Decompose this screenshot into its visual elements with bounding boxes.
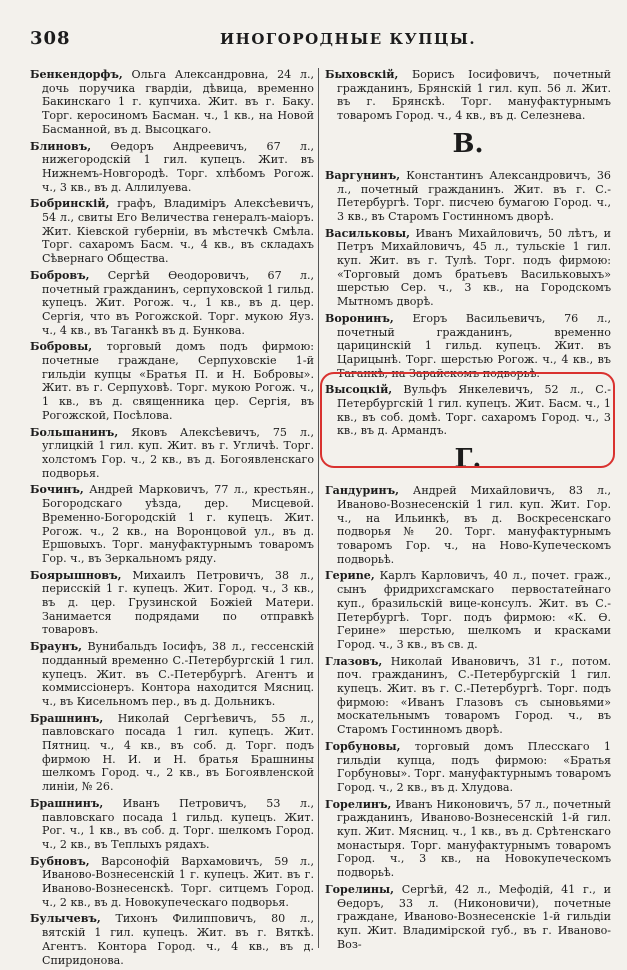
entry-name: Блиновъ, xyxy=(30,139,92,153)
entry-text: Константинъ Александровичъ, 36 л., почетный гражданинъ. Жит. въ г. С.-Петербургѣ. Торг. писчею бумагою Город. ч., 3 кв., въ Старомъ Гостинномъ дворѣ. xyxy=(337,168,611,223)
directory-entry xyxy=(325,798,611,880)
entry-name: Бубновъ, xyxy=(30,854,90,868)
directory-entry xyxy=(325,68,611,123)
directory-entry xyxy=(325,169,611,224)
entry-name: Бобровы, xyxy=(30,340,93,354)
directory-entry xyxy=(30,68,314,137)
entry-text: Варсонофій Вархамовичъ, 59 л., Иваново-Вознесенскій 1 г. купецъ. Жит. въ г. Иваново-Вознесенскѣ. Торг. ситцемъ Город. ч., 2 кв., въ д. Новокупеческаго подворья. xyxy=(42,854,314,909)
column-divider xyxy=(318,68,319,948)
entry-name: Браунъ, xyxy=(30,640,83,654)
entry-name: Брашнинъ, xyxy=(30,711,104,725)
entry-text: торговый домъ подъ фирмою: почетные граждане, Серпуховскіе 1-й гильдіи купцы «Братья П. и Н. Бобровы». Жит. въ г. Серпуховѣ. Торг. мукою Рогож. ч., 1 кв., въ д. священника цер. Сергія, въ Рогожской, Посѣлова. xyxy=(42,340,314,422)
entry-name: Большанинъ, xyxy=(30,425,119,439)
directory-entry xyxy=(30,197,314,266)
entry-text: Яковъ Алексѣевичъ, 75 л., углицкій 1 гил. куп. Жит. въ г. Угличѣ. Торг. холстомъ Гор. ч., 2 кв., въ д. Богоявленскаго подворья. xyxy=(42,425,314,480)
entry-text: Ѳедоръ Андреевичъ, 67 л., нижегородскій 1 гил. купецъ. Жит. въ Нижнемъ-Новгородѣ. Торг. хлѣбомъ Рогож. ч., 3 кв., въ д. Аллилуева. xyxy=(42,139,314,194)
entry-name: Варгунинъ, xyxy=(325,168,401,182)
entry-name: Воронинъ, xyxy=(325,311,394,325)
entry-name: Боярышновъ, xyxy=(30,568,122,582)
section-letter-g: Г. xyxy=(454,444,482,475)
entry-name: Булычевъ, xyxy=(30,912,101,926)
entry-name: Бочинъ, xyxy=(30,483,84,497)
directory-entry xyxy=(30,569,314,638)
directory-entry xyxy=(30,712,314,794)
left-column xyxy=(30,68,314,970)
directory-entry xyxy=(30,340,314,422)
page-number: 308 xyxy=(30,28,71,49)
entry-text: Вульфъ Янкелевичъ, 52 л., С.-Петербургскій 1 гил. купецъ. Жит. Басм. ч., 1 кв., въ соб. домѣ. Торг. сахаромъ Город. ч., 3 кв., въ д. Армандъ. xyxy=(337,383,611,438)
directory-entry xyxy=(30,269,314,338)
directory-entry xyxy=(30,855,314,910)
section-letter-v: В. xyxy=(452,128,484,159)
entry-text: Николай Сергѣевичъ, 55 л., павловскаго посада 1 гил. купецъ. Жит. Пятниц. ч., 4 кв., въ соб. д. Торг. подъ фирмою Н. И. и Н. братья Брашнины шелкомъ Город. ч., 2 кв., въ Богоявленской линіи, № 26. xyxy=(42,711,314,794)
directory-entry xyxy=(30,426,314,481)
entry-name: Быховскій, xyxy=(325,68,399,81)
directory-entry xyxy=(325,883,611,952)
entry-text: Егоръ Васильевичъ, 76 л., почетный гражданинъ, временно царицинскій 1 гильд. купецъ. Жит. въ Царицынѣ. Торг. шерстью Рогож. ч., 4 кв., въ Таганкѣ, на Зарайскомъ подворьѣ. xyxy=(337,311,611,380)
directory-entry xyxy=(30,640,314,709)
entry-text: Иванъ Михайловичъ, 50 лѣтъ, и Петръ Михайловичъ, 45 л., тульскіе 1 гил. куп. Жит. въ г. Тулѣ. Торг. подъ фирмою: «Торговый домъ братьевъ Васильковыхъ» шерстью Сер. ч., 3 кв., на Городскомъ Мытномъ дворѣ. xyxy=(337,226,611,309)
directory-entry xyxy=(325,312,611,381)
entry-name: Горбуновы, xyxy=(325,739,401,753)
directory-entry xyxy=(30,140,314,195)
entry-name: Бенкендорфъ, xyxy=(30,68,123,81)
directory-entry xyxy=(325,227,611,309)
entry-name: Высоцкій, xyxy=(325,383,393,397)
entry-text: Иванъ Никоновичъ, 57 л., почетный гражданинъ, Иваново-Вознесенскій 1-й гил. куп. Жит. Мясниц. ч., 1 кв., въ д. Срѣтенскаго монастыря. Торг. мануфактурнымъ товаромъ Город. ч., 3 кв., на Новокупеческомъ подворьѣ. xyxy=(337,797,611,880)
entry-text: Андрей Михайловичъ, 83 л., Иваново-Вознесенскій 1 гил. куп. Жит. Гор. ч., на Ильинкѣ, въ д. Воскресенскаго подворья № 20. Торг. мануфактурнымъ товаромъ Гор. ч., на Ново-Купеческомъ подворьѣ. xyxy=(337,484,611,566)
entry-name: Брашнинъ, xyxy=(30,796,104,810)
directory-entry xyxy=(325,569,611,651)
entry-name: Бобровъ, xyxy=(30,268,90,282)
directory-entry xyxy=(325,740,611,795)
directory-entry xyxy=(30,483,314,565)
running-title: ИНОГОРОДНЫЕ КУПЦЫ. xyxy=(220,30,477,48)
entry-text: Ольга Александровна, 24 л., дочь поручика гвардіи, дѣвица, временно Бакинскаго 1 г. купчиха. Жит. въ г. Баку. Торг. керосиномъ Басман. ч., 1 кв., на Новой Басманной, въ д. Высоцкаго. xyxy=(42,68,314,136)
directory-entry xyxy=(30,797,314,852)
directory-entry xyxy=(325,655,611,737)
entry-text: Тихонъ Филипповичъ, 80 л., вятскій 1 гил. купецъ. Жит. въ г. Вяткѣ. Агентъ. Контора Город. ч., 4 кв., въ д. Спиридонова. xyxy=(42,912,314,967)
entry-text: Андрей Марковичъ, 77 л., крестьян., Богородскаго уѣзда, дер. Мисцевой. Временно-Богородскій 1 г. купецъ. Жит. Рогож. ч., 2 кв., на Воронцовой ул., въ д. Ершовыхъ. Торг. мануфактурнымъ товаромъ Гор. ч., въ Зеркальномъ ряду. xyxy=(42,483,314,565)
entry-name: Бобринскій, xyxy=(30,197,110,211)
page-header xyxy=(0,26,627,52)
entry-text: Иванъ Петровичъ, 53 л., павловскаго посада 1 гильд. купецъ. Жит. Рог. ч., 1 кв., въ соб. д. Торг. шелкомъ Город. ч., 2 кв., въ Теплыхъ рядахъ. xyxy=(42,796,314,851)
entry-text: Михаилъ Петровичъ, 38 л., перисскій 1 г. купецъ. Жит. Город. ч., 3 кв., въ д. цер. Грузинской Божіей Матери. Занимается подрядами по отправкѣ товаровъ. xyxy=(42,568,314,637)
entry-text: Вунибальдъ Іосифъ, 38 л., гессенскій подданный временно С.-Петербургскій 1 гил. купецъ. Жит. въ С.-Петербургѣ. Агентъ и коммиссіонеръ. Контора находится Мясниц. ч., въ Кисельномъ пер., въ д. Дольникъ. xyxy=(42,640,314,708)
entry-name: Гериne, xyxy=(325,569,375,583)
entry-name: Горелинъ, xyxy=(325,797,392,811)
highlight-annotation xyxy=(320,372,615,468)
directory-entry xyxy=(30,912,314,967)
entry-text: Карлъ Карловичъ, 40 л., почет. граж., сынъ фридрихсгамскаго первостатейнаго куп., бразильскій вице-консулъ. Жит. въ С.-Петербургѣ. Торг. подъ фирмою: «К. Ѳ. Герине» шерстью, шелкомъ и красками Город. ч., 3 кв., въ св. д. xyxy=(337,569,611,651)
entry-name: Васильковы, xyxy=(325,226,411,240)
directory-entry xyxy=(325,484,611,566)
entry-text: Борисъ Іосифовичъ, почетный гражданинъ, Брянскій 1 гил. куп. 56 л. Жит. въ г. Брянскѣ. Торг. мануфактурнымъ товаромъ Город. ч., 4 кв., въ д. Селезнева. xyxy=(337,68,611,123)
entry-name: Гандуринъ, xyxy=(325,484,399,498)
entry-name: Глазовъ, xyxy=(325,654,383,668)
entry-name: Горелины, xyxy=(325,882,395,896)
entry-text: Сергѣй Ѳеодоровичъ, 67 л., почетный гражданинъ, серпуховской 1 гильд. купецъ. Жит. Рогож. ч., 1 кв., въ д. цер. Сергія, что въ Рогожской. Торг. мукою Яуз. ч., 4 кв., въ Таганкѣ въ д. Бункова. xyxy=(42,268,314,337)
entry-text: Николай Ивановичъ, 31 г., потом. поч. гражданинъ, С.-Петербургскій 1 гил. купецъ. Жит. въ г. С.-Петербургѣ. Торг. подъ фирмою: «Иванъ Глазовъ съ сыновьями» москательнымъ товаромъ Город. ч., въ Старомъ Гостинномъ дворѣ. xyxy=(337,654,611,737)
entry-text: графъ, Владиміръ Алексѣевичъ, 54 л., свиты Его Величества генералъ-маіоръ. Жит. Кіевской губерніи, въ мѣстечкѣ Смѣла. Торг. сахаромъ Басм. ч., 4 кв., въ складахъ Сѣвернаго Общества. xyxy=(42,197,314,266)
entry-text: Сергѣй, 42 л., Мефодій, 41 г., и Ѳедоръ, 33 л. (Никоновичи), почетные граждане, Иваново-Вознесенскіе 1-й гильдіи куп. Жит. Владимірской губ., въ г. Иваново-Воз- xyxy=(337,882,611,951)
right-column xyxy=(325,68,611,954)
entry-text: торговый домъ Плесскаго 1 гильдіи купца, подъ фирмою: «Братья Горбуновы». Торг. мануфактурнымъ товаромъ Город. ч., 2 кв., въ д. Хлудова. xyxy=(337,739,611,794)
